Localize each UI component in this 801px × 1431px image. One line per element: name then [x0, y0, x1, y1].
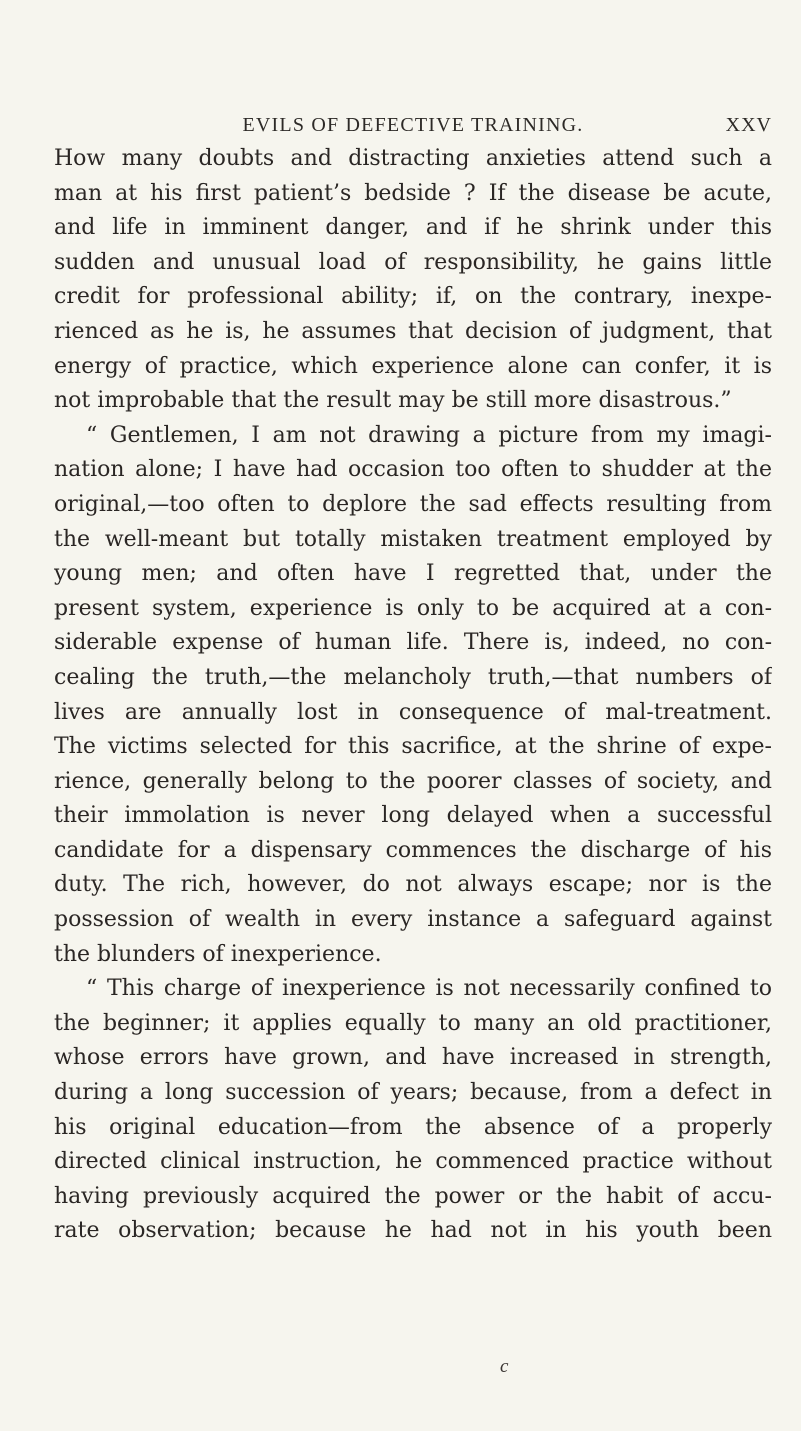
text-line: his original education—from the absence of a properly [54, 1114, 772, 1140]
text-line: duty. The rich, however, do not always escape; nor is the [54, 872, 772, 898]
text-line: “ Gentlemen, I am not drawing a picture from my imagi- [86, 422, 772, 448]
text-line: siderable expense of human life. There is, indeed, no con- [54, 630, 772, 656]
text-line: energy of practice, which experience alone can confer, it is [54, 353, 772, 379]
signature-mark: c [500, 1356, 509, 1377]
text-line: their immolation is never long delayed when a successful [54, 803, 772, 829]
text-line: rience, generally belong to the poorer classes of society, and [54, 768, 772, 794]
text-line: sudden and unusual load of responsibility, he gains little [54, 249, 772, 275]
running-title: EVILS OF DEFECTIVE TRAINING. [242, 114, 584, 136]
text-line: “ This charge of inexperience is not necessarily confined to [86, 976, 772, 1002]
body-text [54, 142, 772, 1249]
text-line: not improbable that the result may be still more disastrous.” [54, 388, 732, 414]
text-line: the blunders of inexperience. [54, 941, 382, 967]
text-line: during a long succession of years; because, from a defect in [54, 1080, 772, 1106]
text-line: How many doubts and distracting anxieties attend such a [54, 146, 772, 171]
text-line: the well-meant but totally mistaken treatment employed by [54, 526, 772, 552]
page-number: XXV [725, 114, 772, 136]
text-line: man at his first patient’s bedside ? If the disease be acute, [54, 180, 772, 206]
text-line: and life in imminent danger, and if he shrink under this [54, 215, 772, 241]
text-line: rate observation; because he had not in his youth been [54, 1218, 772, 1244]
text-line: cealing the truth,—the melancholy truth,—that numbers of [54, 664, 772, 690]
text-line: young men; and often have I regretted that, under the [54, 561, 772, 587]
text-line: the beginner; it applies equally to many an old practitioner, [54, 1010, 772, 1036]
text-line: candidate for a dispensary commences the discharge of his [54, 837, 772, 863]
text-line: possession of wealth in every instance a safeguard against [54, 907, 772, 933]
text-line: nation alone; I have had occasion too often to shudder at the [54, 457, 772, 483]
text-line: whose errors have grown, and have increased in strength, [54, 1045, 772, 1071]
text-line: present system, experience is only to be acquired at a con- [54, 595, 772, 621]
text-line: having previously acquired the power or the habit of accu- [54, 1183, 772, 1209]
running-head [54, 114, 772, 142]
text-line: credit for professional ability; if, on the contrary, inexpe- [54, 284, 772, 310]
text-line: lives are annually lost in consequence of mal-treatment. [54, 699, 772, 725]
text-line: The victims selected for this sacrifice, at the shrine of expe- [54, 734, 772, 760]
text-line: rienced as he is, he assumes that decision of judgment, that [54, 318, 772, 344]
text-line: original,—too often to deplore the sad effects resulting from [54, 491, 772, 517]
text-line: directed clinical instruction, he commenced practice without [54, 1149, 772, 1175]
